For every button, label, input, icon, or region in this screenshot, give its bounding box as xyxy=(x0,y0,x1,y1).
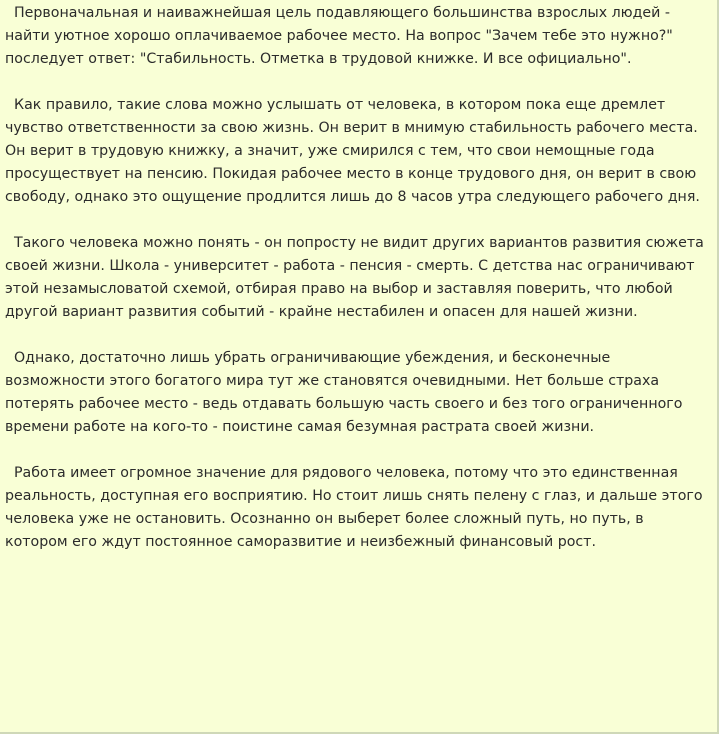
paragraph-3: Такого человека можно понять - он попросту не видит других вариантов развития сюжета своей жизни. Школа - университет - работа - пенсия - смерть. С детства нас ограничивают этой незамысловатой схемой, отбирая право на выбор и заставляя поверить, что любой другой вариант развития событий - крайне нестабилен и опасен для нашей жизни. xyxy=(5,235,704,320)
paragraph-5: Работа имеет огромное значение для рядового человека, потому что это единственная реальность, доступная его восприятию. Но стоит лишь снять пелену с глаз, и дальше этого человека уже не остановить. Осознанно он выберет более сложный путь, но путь, в котором его ждут постоянное саморазвитие и неизбежный финансовый рост. xyxy=(5,465,703,550)
paragraph-1: Первоначальная и наиважнейшая цель подавляющего большинства взрослых людей - найти уютное хорошо оплачиваемое рабочее место. На вопрос "Зачем тебе это нужно?" последует ответ: "Стабильность. Отметка в трудовой книжке. И все официально". xyxy=(5,5,673,67)
paragraph-4: Однако, достаточно лишь убрать ограничивающие убеждения, и бесконечные возможности этого богатого мира тут же становятся очевидными. Нет больше страха потерять рабочее место - ведь отдавать большую часть своего и без того ограниченного времени работе на кого-то - поистине самая безумная растрата своей жизни. xyxy=(5,350,683,435)
paragraph-2: Как правило, такие слова можно услышать от человека, в котором пока еще дремлет чувство ответственности за свою жизнь. Он верит в мнимую стабильность рабочего места. Он верит в трудовую книжку, а значит, уже смирился с тем, что свои немощные года просуществует на пенсию. Покидая рабочее место в конце трудового дня, он верит в свою свободу, однако это ощущение продлится лишь до 8 часов утра следующего рабочего дня. xyxy=(5,97,700,205)
